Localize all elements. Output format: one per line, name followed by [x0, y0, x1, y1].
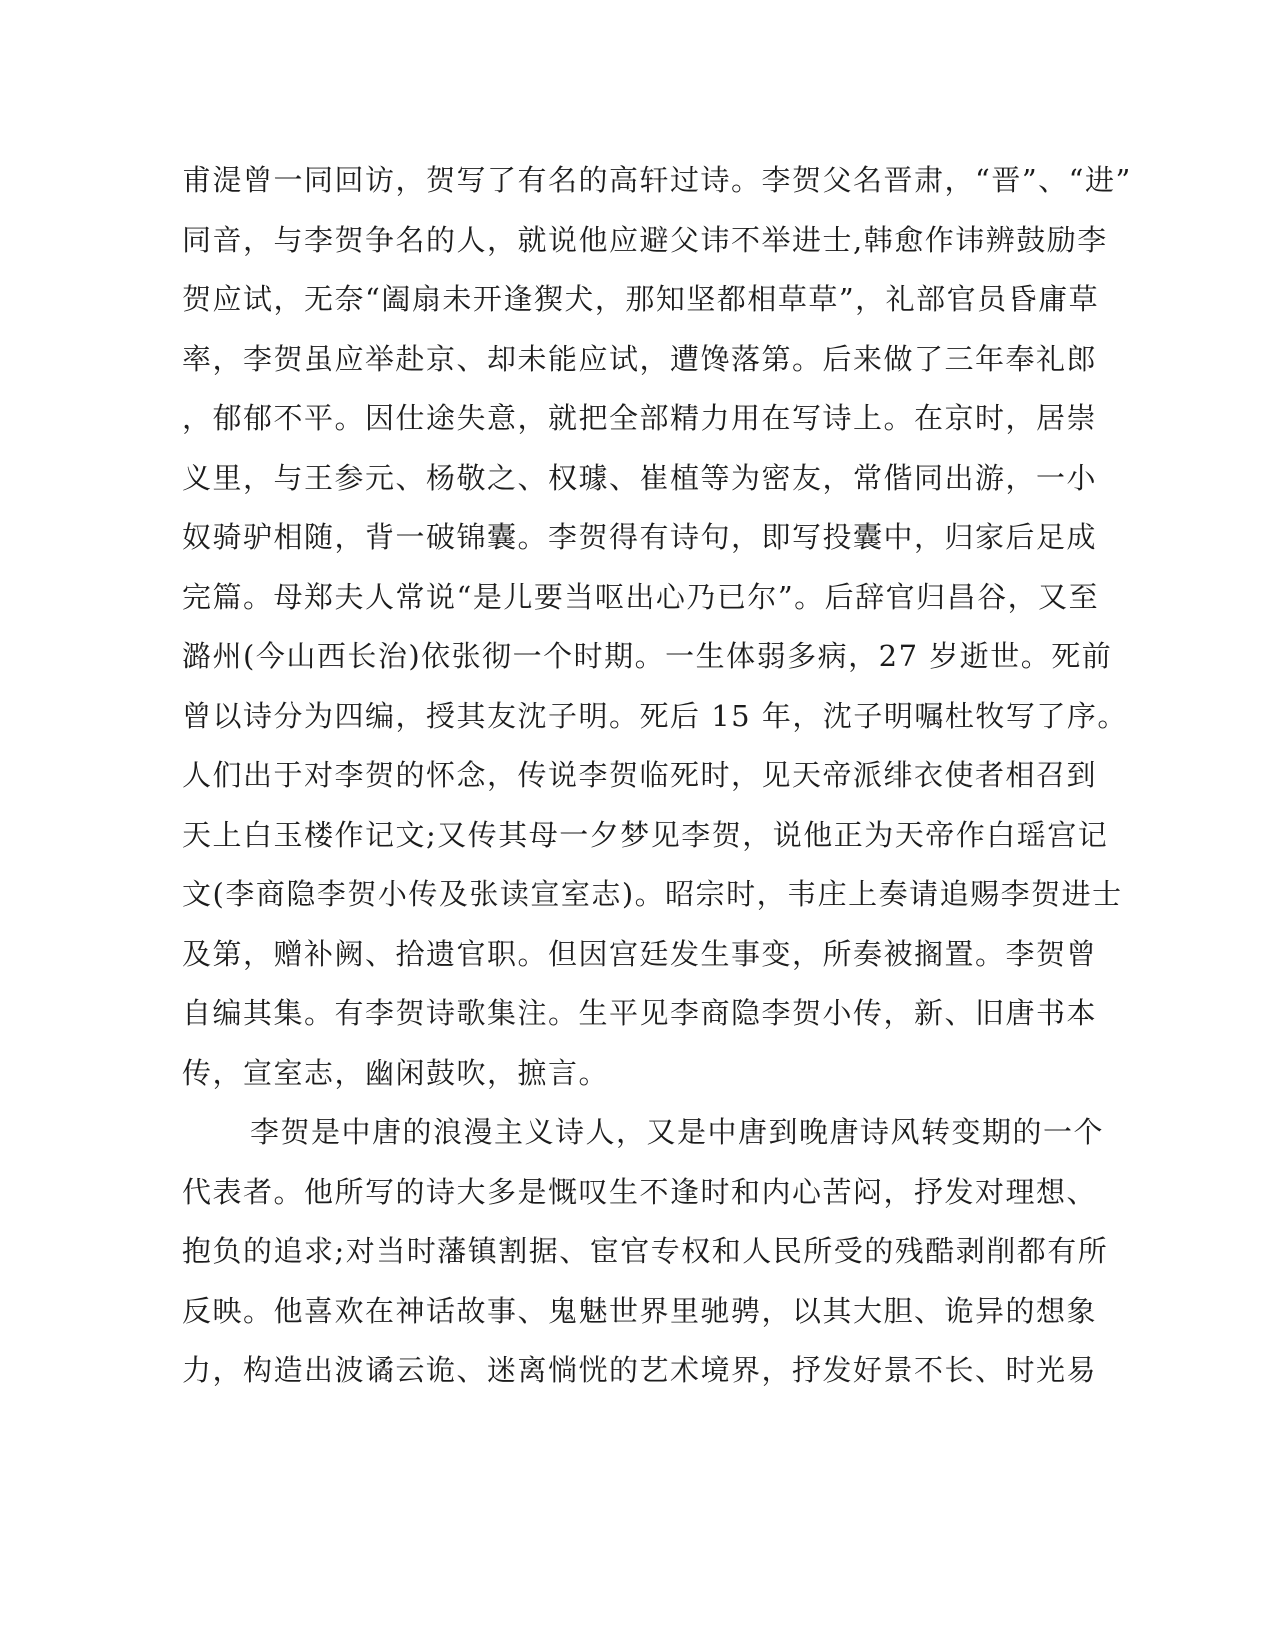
text-line: 甫湜曾一同回访，贺写了有名的高轩过诗。李贺父名晋肃，“晋”、“进” [182, 163, 1132, 197]
text-line-indented: 李贺是中唐的浪漫主义诗人，又是中唐到晚唐诗风转变期的一个 [250, 1115, 1105, 1149]
document-body [182, 158, 1132, 1408]
text-line: 潞州(今山西长治)依张彻一个时期。一生体弱多病，27 岁逝世。死前 [182, 639, 1113, 673]
paragraph-2 [182, 1110, 1109, 1408]
text-line: 同音，与李贺争名的人，就说他应避父讳不举进士,韩愈作讳辨鼓励李 [182, 222, 1108, 257]
text-line: 奴骑驴相随，背一破锦囊。李贺得有诗句，即写投囊中，归家后足成 [182, 520, 1098, 554]
text-line: 人们出于对李贺的怀念，传说李贺临死时，见天帝派绯衣使者相召到 [182, 758, 1098, 792]
text-line: 曾以诗分为四编，授其友沈子明。死后 15 年，沈子明嘱杜牧写了序。 [182, 698, 1128, 733]
text-line: ，郁郁不平。因仕途失意，就把全部精力用在写诗上。在京时，居崇 [182, 401, 1098, 435]
text-line: 传，宣室志，幽闲鼓吹，摭言。 [182, 1055, 610, 1090]
text-line: 抱负的追求;对当时藩镇割据、宦官专权和人民所受的残酷剥削都有所 [182, 1234, 1109, 1268]
text-line: 反映。他喜欢在神话故事、鬼魅世界里驰骋，以其大胆、诡异的想象 [182, 1293, 1098, 1328]
text-line: 自编其集。有李贺诗歌集注。生平见李商隐李贺小传，新、旧唐书本 [182, 996, 1098, 1030]
text-line: 文(李商隐李贺小传及张读宣室志)。昭宗时，韦庄上奏请追赐李贺进士 [182, 877, 1123, 911]
text-line: 力，构造出波谲云诡、迷离惝恍的艺术境界，抒发好景不长、时光易 [182, 1353, 1098, 1387]
text-line: 代表者。他所写的诗大多是慨叹生不逢时和内心苦闷，抒发对理想、 [182, 1174, 1098, 1209]
text-line: 义里，与王参元、杨敬之、权璩、崔植等为密友，常偕同出游，一小 [182, 460, 1098, 495]
text-line: 及第，赠补阙、拾遗官职。但因宫廷发生事变，所奏被搁置。李贺曾 [182, 936, 1098, 971]
text-line: 天上白玉楼作记文;又传其母一夕梦见李贺，说他正为天帝作白瑶宫记 [182, 817, 1109, 852]
text-line: 贺应试，无奈“阖扇未开逢猰犬，那知坚都相草草”，礼部官员昏庸草 [182, 282, 1100, 316]
paragraph-1 [182, 158, 1132, 1110]
text-line: 完篇。母郑夫人常说“是儿要当呕出心乃已尔”。后辞官归昌谷，又至 [182, 579, 1100, 614]
text-line: 率，李贺虽应举赴京、却未能应试，遭馋落第。后来做了三年奉礼郎 [182, 341, 1098, 376]
